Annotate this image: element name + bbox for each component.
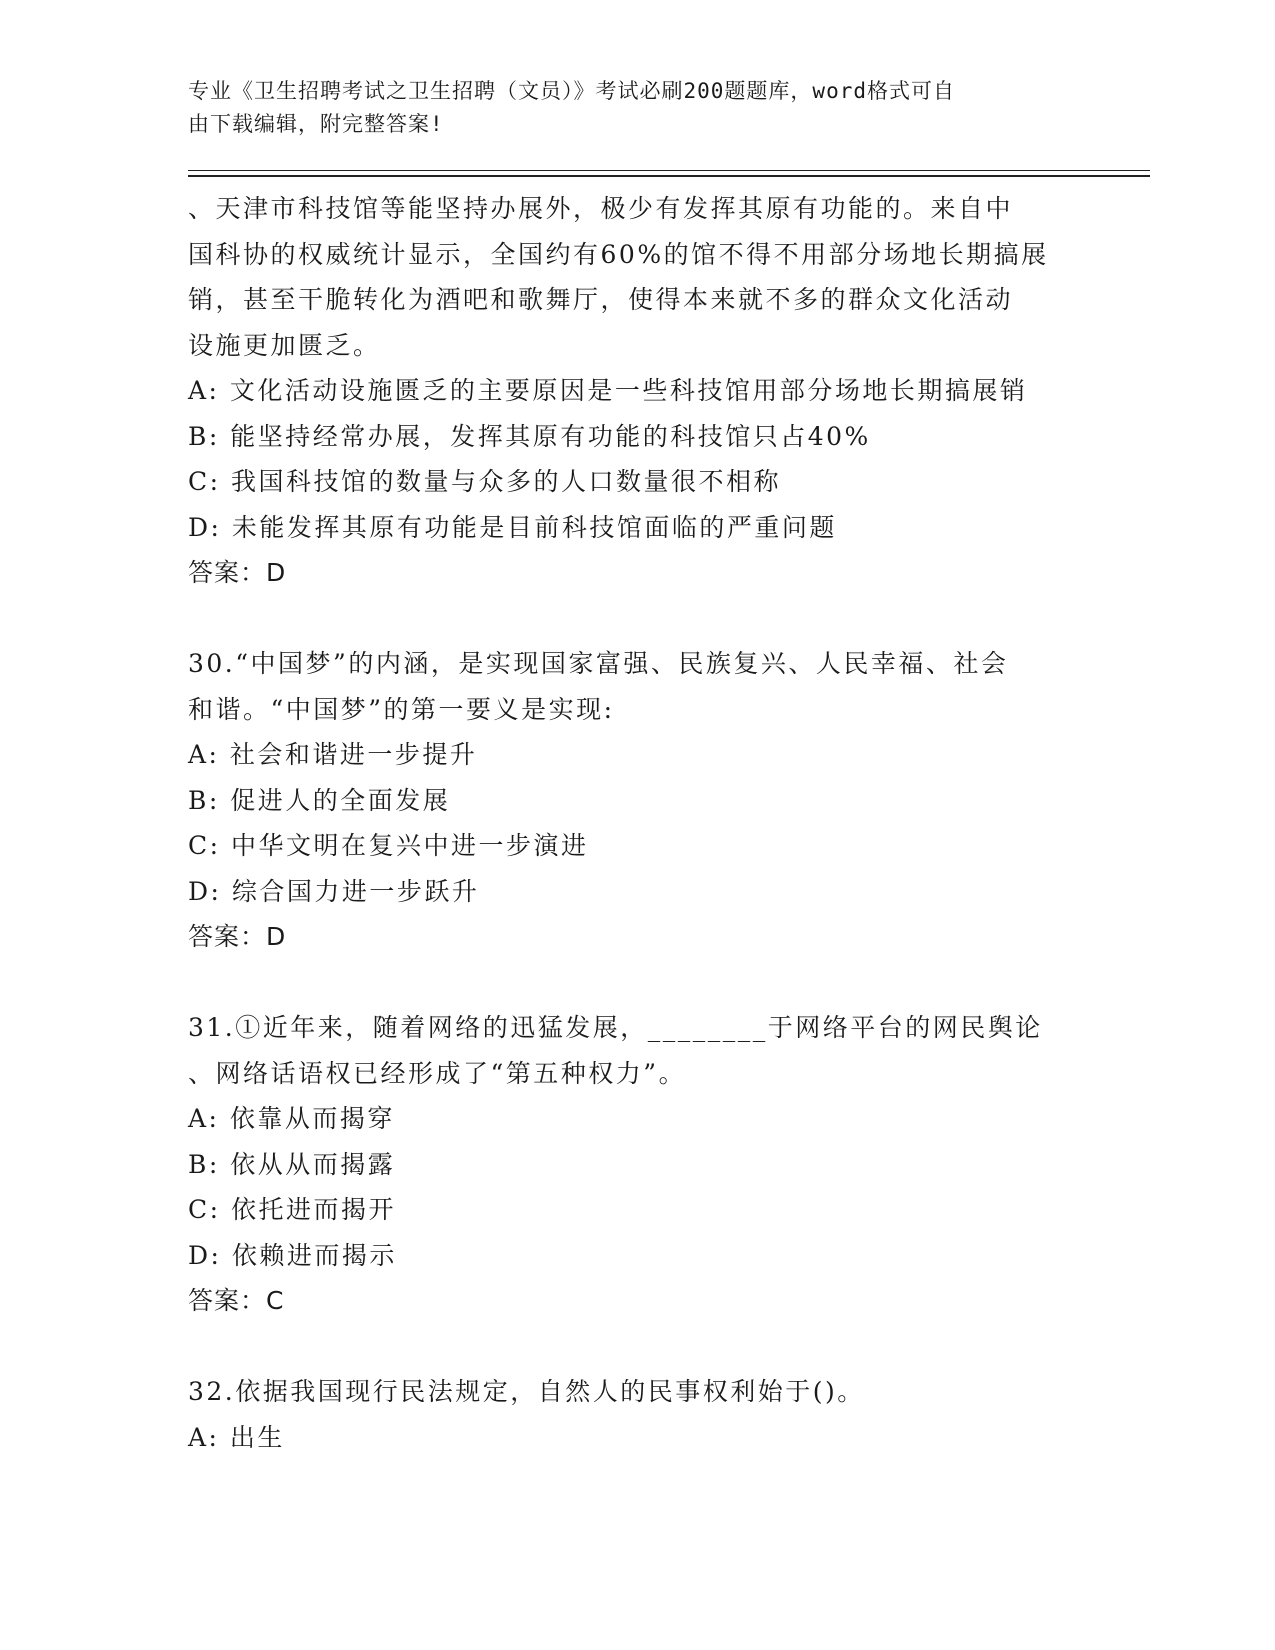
option-a: A: 依靠从而揭穿 [188, 1104, 395, 1133]
question-spacer [188, 596, 1088, 642]
option-d: D: 综合国力进一步跃升 [188, 876, 480, 906]
question-text-line: 国科协的权威统计显示，全国约有60%的馆不得不用部分场地长期搞展 [188, 239, 1049, 269]
answer-line: 答案：C [188, 1286, 285, 1315]
option-a: A: 文化活动设施匮乏的主要原因是一些科技馆用部分场地长期搞展销 [188, 376, 1028, 405]
header-rule-thin [188, 170, 1150, 171]
answer-line: 答案：D [188, 922, 287, 951]
option-c: C: 依托进而揭开 [188, 1195, 396, 1224]
question-text-line: 销，甚至干脆转化为酒吧和歌舞厅，使得本来就不多的群众文化活动 [188, 285, 1014, 314]
option-c: C: 中华文明在复兴中进一步演进 [188, 831, 589, 860]
question-31 [188, 1005, 1088, 1324]
answer-line: 答案：D [188, 558, 287, 587]
document-header [188, 75, 1068, 141]
question-text-line: 32.依据我国现行民法规定，自然人的民事权利始于()。 [188, 1377, 865, 1406]
question-text-line: 30.“中国梦”的内涵，是实现国家富强、民族复兴、人民幸福、社会 [188, 649, 1009, 678]
question-spacer [188, 960, 1088, 1006]
option-d: D: 未能发挥其原有功能是目前科技馆面临的严重问题 [188, 512, 837, 542]
option-c: C: 我国科技馆的数量与众多的人口数量很不相称 [188, 467, 781, 496]
question-text-line: 、天津市科技馆等能坚持办展外，极少有发挥其原有功能的。来自中 [188, 194, 1014, 223]
option-d: D: 依赖进而揭示 [188, 1240, 397, 1270]
question-text-line: 、网络话语权已经形成了“第五种权力”。 [188, 1058, 687, 1088]
header-line-2: 由下载编辑，附完整答案! [188, 112, 444, 136]
question-spacer [188, 1324, 1088, 1370]
option-b: B: 依从从而揭露 [188, 1149, 396, 1179]
question-text-line: 和谐。“中国梦”的第一要义是实现: [188, 694, 615, 724]
option-b: B: 能坚持经常办展，发挥其原有功能的科技馆只占40% [188, 421, 871, 451]
question-text-line: 设施更加匮乏。 [188, 330, 381, 360]
header-rule-thick [188, 175, 1150, 177]
document-body [188, 186, 1088, 1460]
option-b: B: 促进人的全面发展 [188, 785, 451, 815]
question-32 [188, 1369, 1088, 1460]
option-a: A: 社会和谐进一步提升 [188, 740, 478, 769]
question-30 [188, 641, 1088, 960]
question-continuation [188, 186, 1088, 596]
question-text-line: 31.①近年来，随着网络的迅猛发展，________于网络平台的网民舆论 [188, 1013, 1043, 1042]
option-a: A: 出生 [188, 1422, 285, 1452]
header-line-1: 专业《卫生招聘考试之卫生招聘（文员）》考试必刷200题题库，word格式可自 [188, 79, 955, 103]
